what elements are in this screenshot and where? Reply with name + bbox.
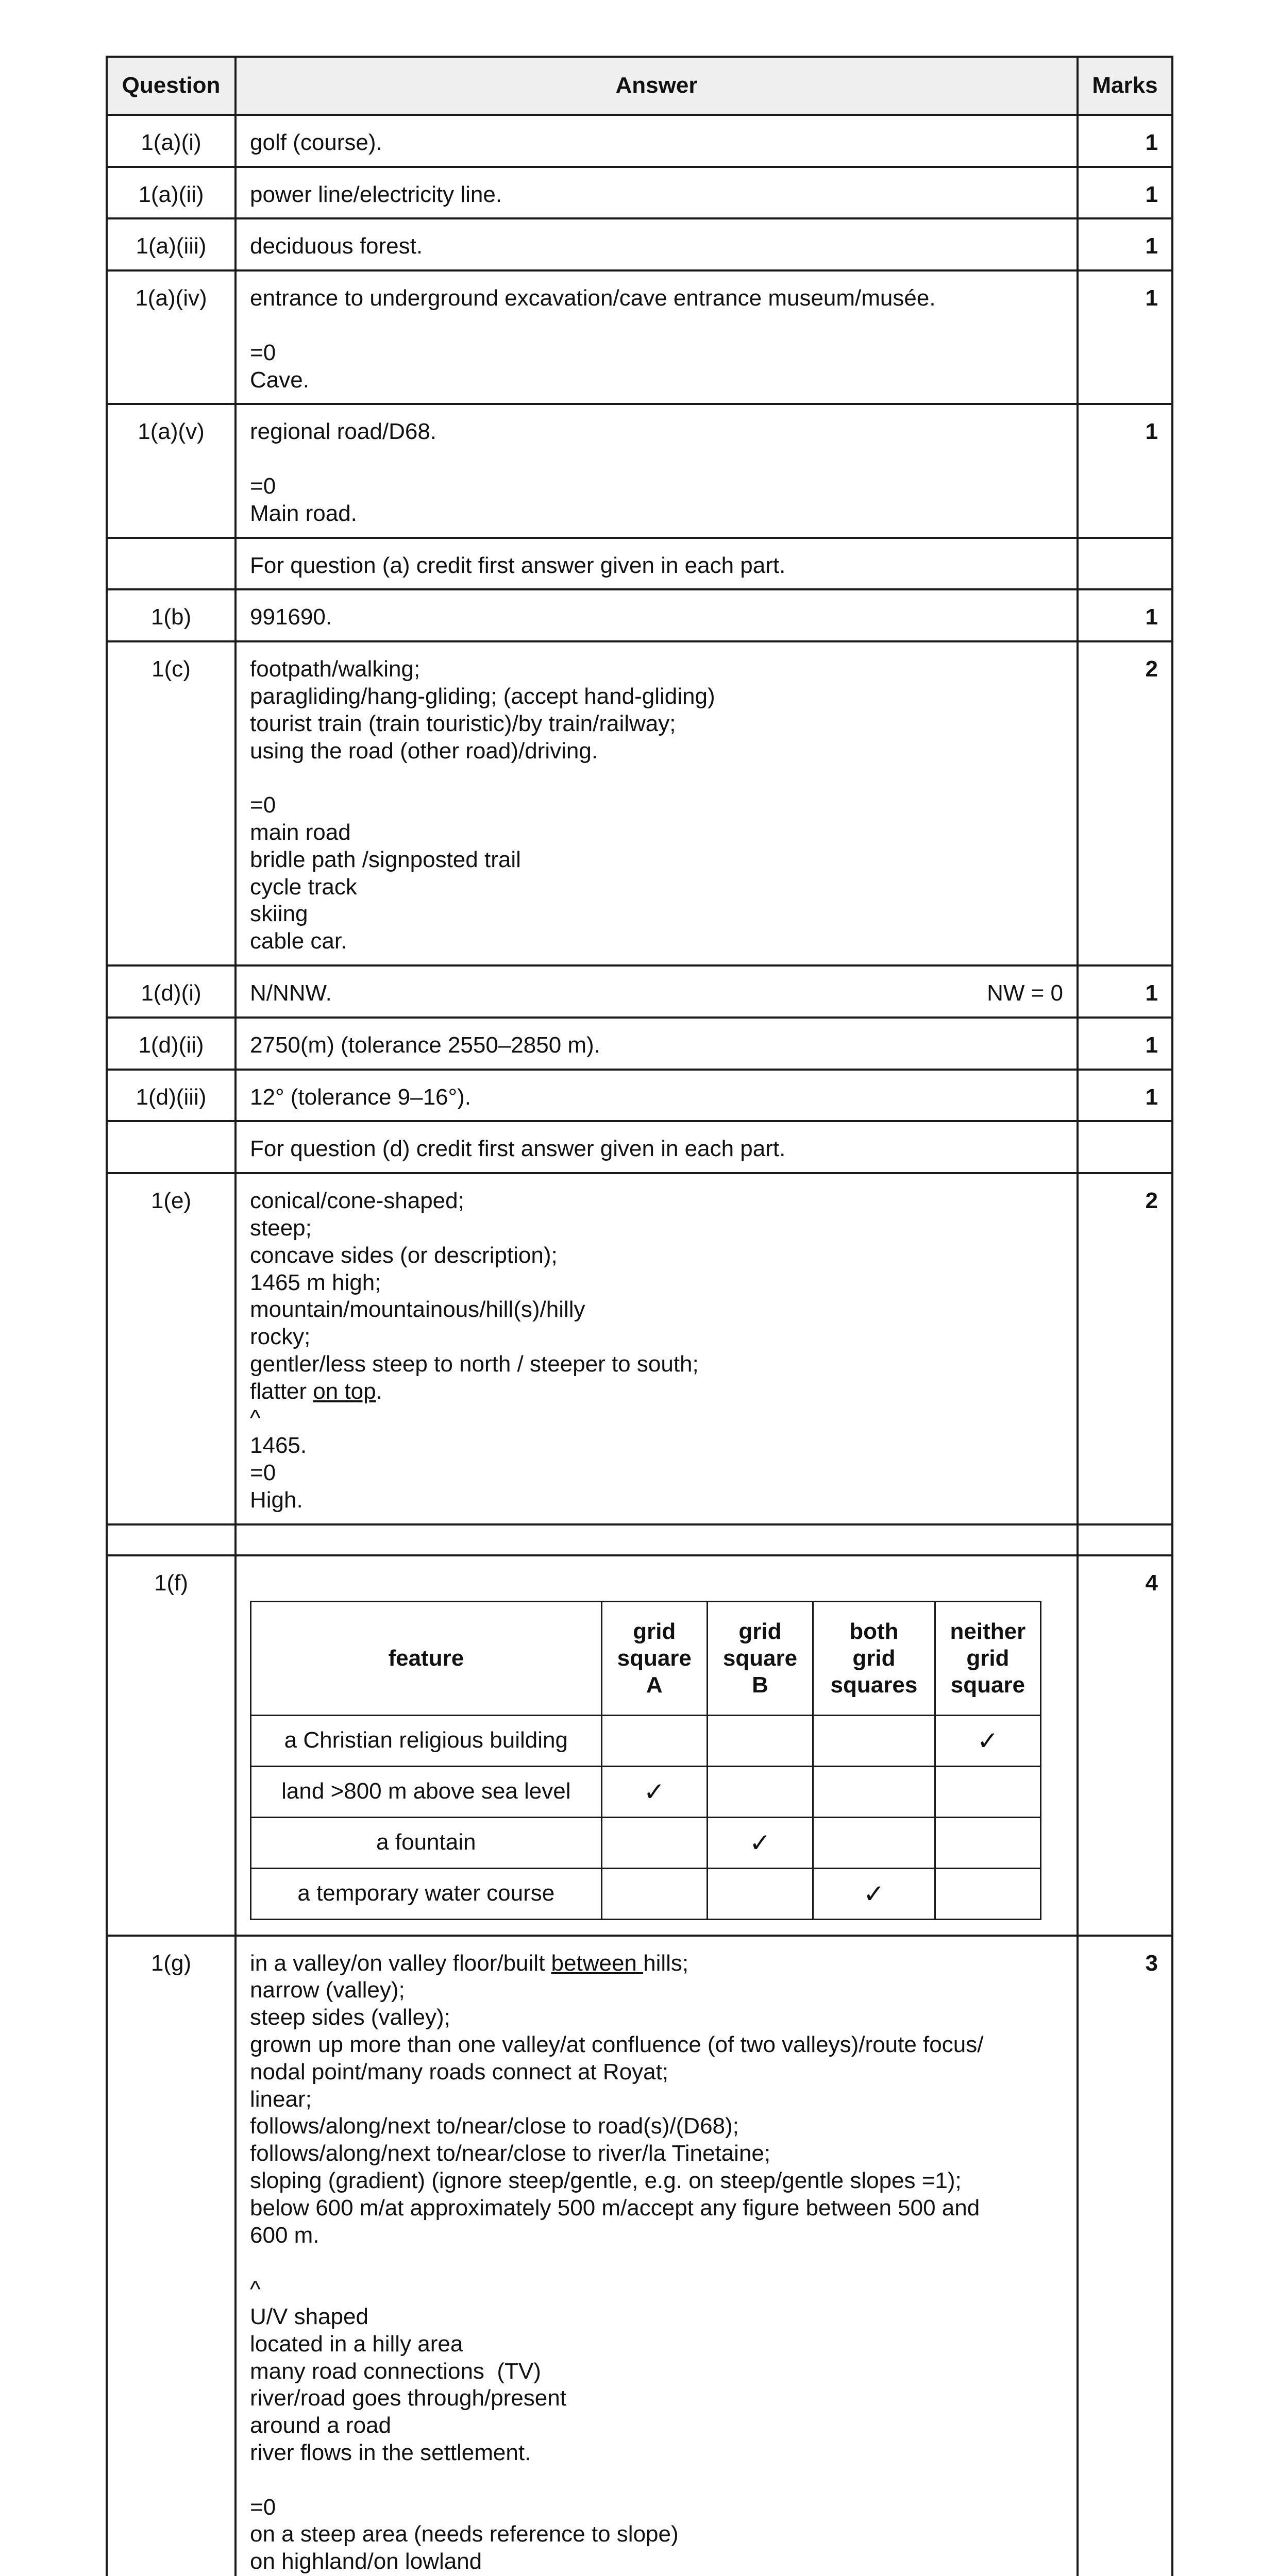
question-number: 1(b) — [107, 589, 236, 641]
question-number — [107, 538, 236, 590]
answer-line: on a steep area (needs reference to slope) — [250, 2521, 679, 2547]
tick-mark: ✓ — [707, 1817, 813, 1868]
answer-line: mountain/mountainous/hill(s)/hilly — [250, 1297, 585, 1323]
marks-cell: 1 — [1078, 115, 1172, 167]
answer-line: =0 — [250, 792, 276, 818]
answer-line: golf (course). — [250, 129, 382, 155]
grid-column-header: grid square A — [601, 1601, 707, 1715]
question-number: 1(f) — [107, 1555, 236, 1936]
answer-text: N/NNW. — [250, 980, 332, 1006]
answer-cell — [236, 641, 1078, 965]
answer-cell — [236, 538, 1078, 590]
grid-column-header: grid square B — [707, 1601, 813, 1715]
answer-line: bridle path /signposted trail — [250, 846, 521, 872]
answer-line: follows/along/next to/near/close to river/la Tinetaine; — [250, 2141, 771, 2166]
credit-note: For question (a) credit first answer given in each part. — [250, 552, 786, 578]
question-number: 1(a)(ii) — [107, 167, 236, 219]
answer-row — [107, 1018, 1172, 1070]
marks-cell: 3 — [1078, 1936, 1172, 2576]
answer-line: ^ — [250, 1405, 261, 1431]
grid-column-header: neither grid square — [935, 1601, 1040, 1715]
feature-row — [251, 1868, 1041, 1919]
marks-cell: 1 — [1078, 589, 1172, 641]
marks-cell: 4 — [1078, 1555, 1172, 1936]
blank-line — [250, 765, 1063, 792]
answer-line: =0 — [250, 1460, 276, 1486]
answer-line: =0 — [250, 340, 276, 365]
blank-line — [250, 2467, 1063, 2494]
question-number: 1(d)(i) — [107, 965, 236, 1018]
answer-row — [107, 218, 1172, 270]
marks-cell: 1 — [1078, 965, 1172, 1018]
answer-cell — [236, 1936, 1078, 2576]
answer-row — [107, 1173, 1172, 1524]
tick-mark: ✓ — [935, 1715, 1040, 1766]
answer-line: rocky; — [250, 1324, 311, 1350]
empty-cell — [707, 1868, 813, 1919]
answer-row — [107, 270, 1172, 404]
question-number: 1(a)(iv) — [107, 270, 236, 404]
empty-cell — [601, 1817, 707, 1868]
question-number: 1(e) — [107, 1173, 236, 1524]
empty-cell — [813, 1817, 935, 1868]
answer-row — [107, 404, 1172, 537]
answer-cell — [236, 270, 1078, 404]
marks-cell: 1 — [1078, 404, 1172, 537]
answer-line: =0 — [250, 2494, 276, 2520]
answer-row — [107, 115, 1172, 167]
answer-line: 991690. — [250, 604, 332, 630]
answer-cell — [236, 1121, 1078, 1173]
answer-cell — [236, 1555, 1078, 1936]
empty-cell — [707, 1766, 813, 1817]
credit-note: For question (d) credit first answer given in each part. — [250, 1136, 786, 1162]
answer-line: linear; — [250, 2086, 312, 2112]
empty-cell — [935, 1868, 1040, 1919]
answer-line: paragliding/hang-gliding; (accept hand-gliding) — [250, 683, 715, 709]
answer-row — [107, 1070, 1172, 1122]
marks-cell — [1078, 1121, 1172, 1173]
empty-cell — [813, 1715, 935, 1766]
answer-cell — [236, 404, 1078, 537]
empty-cell — [935, 1766, 1040, 1817]
blank-line — [250, 2249, 1063, 2276]
answer-line: follows/along/next to/near/close to road(s)/(D68); — [250, 2113, 739, 2139]
question-number: 1(d)(iii) — [107, 1070, 236, 1122]
question-number: 1(g) — [107, 1936, 236, 2576]
answer-line: 1465. — [250, 1433, 307, 1459]
feature-row — [251, 1766, 1041, 1817]
answer-cell — [236, 218, 1078, 270]
question-number: 1(a)(i) — [107, 115, 236, 167]
answer-row — [107, 589, 1172, 641]
answer-line: 600 m. — [250, 2222, 320, 2248]
feature-name: a Christian religious building — [251, 1715, 602, 1766]
separator-cell — [107, 1524, 236, 1555]
answer-line: nodal point/many roads connect at Royat; — [250, 2059, 669, 2084]
answer-line: Cave. — [250, 367, 309, 393]
question-header: Question — [107, 57, 236, 115]
answer-cell — [236, 167, 1078, 219]
feature-row — [251, 1817, 1041, 1868]
marks-cell: 2 — [1078, 641, 1172, 965]
blank-line — [250, 446, 1063, 473]
answer-line: in a valley/on valley floor/built between hills; — [250, 1950, 689, 1976]
answer-line: river flows in the settlement. — [250, 2440, 531, 2466]
marks-cell: 1 — [1078, 1018, 1172, 1070]
answer-line: flatter on top. — [250, 1378, 382, 1404]
answer-cell — [236, 115, 1078, 167]
answer-line — [250, 980, 1063, 1007]
answer-row — [107, 1555, 1172, 1936]
answer-cell — [236, 589, 1078, 641]
answer-line: cycle track — [250, 874, 357, 900]
feature-name: a fountain — [251, 1817, 602, 1868]
answer-line: power line/electricity line. — [250, 181, 502, 207]
empty-cell — [813, 1766, 935, 1817]
answer-line: Main road. — [250, 500, 357, 526]
answer-line: narrow (valley); — [250, 1977, 405, 2003]
feature-row — [251, 1715, 1041, 1766]
answer-line: skiing — [250, 901, 308, 927]
answer-line: grown up more than one valley/at confluence (of two valleys)/route focus/ — [250, 2032, 984, 2058]
empty-cell — [935, 1817, 1040, 1868]
mark-scheme-body — [107, 115, 1172, 2576]
answer-line: cable car. — [250, 928, 347, 954]
answer-line: deciduous forest. — [250, 233, 423, 259]
answer-line: around a road — [250, 2413, 391, 2438]
answer-row — [107, 167, 1172, 219]
marks-cell: 1 — [1078, 1070, 1172, 1122]
answer-line: regional road/D68. — [250, 419, 437, 445]
feature-name: land >800 m above sea level — [251, 1766, 602, 1817]
question-number: 1(a)(iii) — [107, 218, 236, 270]
zero-credit-note: NW = 0 — [987, 980, 1063, 1006]
separator-cell — [1078, 1524, 1172, 1555]
answer-line: using the road (other road)/driving. — [250, 738, 598, 764]
answer-line: many road connections (TV) — [250, 2358, 541, 2384]
answer-line: conical/cone-shaped; — [250, 1188, 464, 1214]
answer-row — [107, 965, 1172, 1018]
question-number — [107, 1121, 236, 1173]
answer-cell — [236, 1070, 1078, 1122]
answer-line: 2750(m) (tolerance 2550–2850 m). — [250, 1032, 600, 1058]
marks-cell — [1078, 538, 1172, 590]
empty-cell — [601, 1715, 707, 1766]
feature-column-header: feature — [251, 1601, 602, 1715]
row-separator — [107, 1524, 1172, 1555]
underlined-text: on top — [313, 1378, 376, 1404]
underlined-text: between — [551, 1950, 644, 1976]
answer-row — [107, 1936, 1172, 2576]
answer-line: 1465 m high; — [250, 1269, 381, 1295]
answer-line: on highland/on lowland — [250, 2549, 482, 2574]
feature-table — [250, 1601, 1041, 1920]
answer-line: ^ — [250, 2277, 261, 2302]
marks-cell: 1 — [1078, 270, 1172, 404]
note-row — [107, 538, 1172, 590]
answer-line: steep sides (valley); — [250, 2005, 450, 2030]
answer-cell — [236, 1018, 1078, 1070]
separator-cell — [236, 1524, 1078, 1555]
answer-line: tourist train (train touristic)/by train/railway; — [250, 710, 676, 736]
marks-cell: 1 — [1078, 218, 1172, 270]
answer-line: main road — [250, 819, 351, 845]
answer-line: below 600 m/at approximately 500 m/accept any figure between 500 and — [250, 2195, 980, 2221]
answer-header: Answer — [236, 57, 1078, 115]
question-number: 1(c) — [107, 641, 236, 965]
note-row — [107, 1121, 1172, 1173]
empty-cell — [707, 1715, 813, 1766]
tick-mark: ✓ — [813, 1868, 935, 1919]
answer-cell — [236, 965, 1078, 1018]
feature-header-row — [251, 1601, 1041, 1715]
answer-line: footpath/walking; — [250, 656, 421, 682]
answer-line: =0 — [250, 473, 276, 499]
question-number: 1(d)(ii) — [107, 1018, 236, 1070]
answer-cell — [236, 1173, 1078, 1524]
answer-line: steep; — [250, 1215, 312, 1241]
answer-line: gentler/less steep to north / steeper to south; — [250, 1351, 699, 1377]
mark-scheme-table — [106, 56, 1173, 2576]
answer-line: High. — [250, 1487, 303, 1513]
feature-name: a temporary water course — [251, 1868, 602, 1919]
tick-mark: ✓ — [601, 1766, 707, 1817]
answer-line: entrance to underground excavation/cave entrance museum/musée. — [250, 285, 936, 311]
answer-line: 12° (tolerance 9–16°). — [250, 1084, 471, 1110]
empty-cell — [601, 1868, 707, 1919]
answer-line: river/road goes through/present — [250, 2385, 566, 2411]
marks-cell: 1 — [1078, 167, 1172, 219]
answer-row — [107, 641, 1172, 965]
marks-cell: 2 — [1078, 1173, 1172, 1524]
answer-line: U/V shaped — [250, 2304, 368, 2330]
blank-line — [250, 312, 1063, 340]
answer-line: located in a hilly area — [250, 2331, 463, 2357]
marks-header: Marks — [1078, 57, 1172, 115]
answer-line: concave sides (or description); — [250, 1242, 558, 1268]
answer-line: sloping (gradient) (ignore steep/gentle, e.g. on steep/gentle slopes =1); — [250, 2168, 962, 2194]
question-number: 1(a)(v) — [107, 404, 236, 537]
grid-column-header: both grid squares — [813, 1601, 935, 1715]
